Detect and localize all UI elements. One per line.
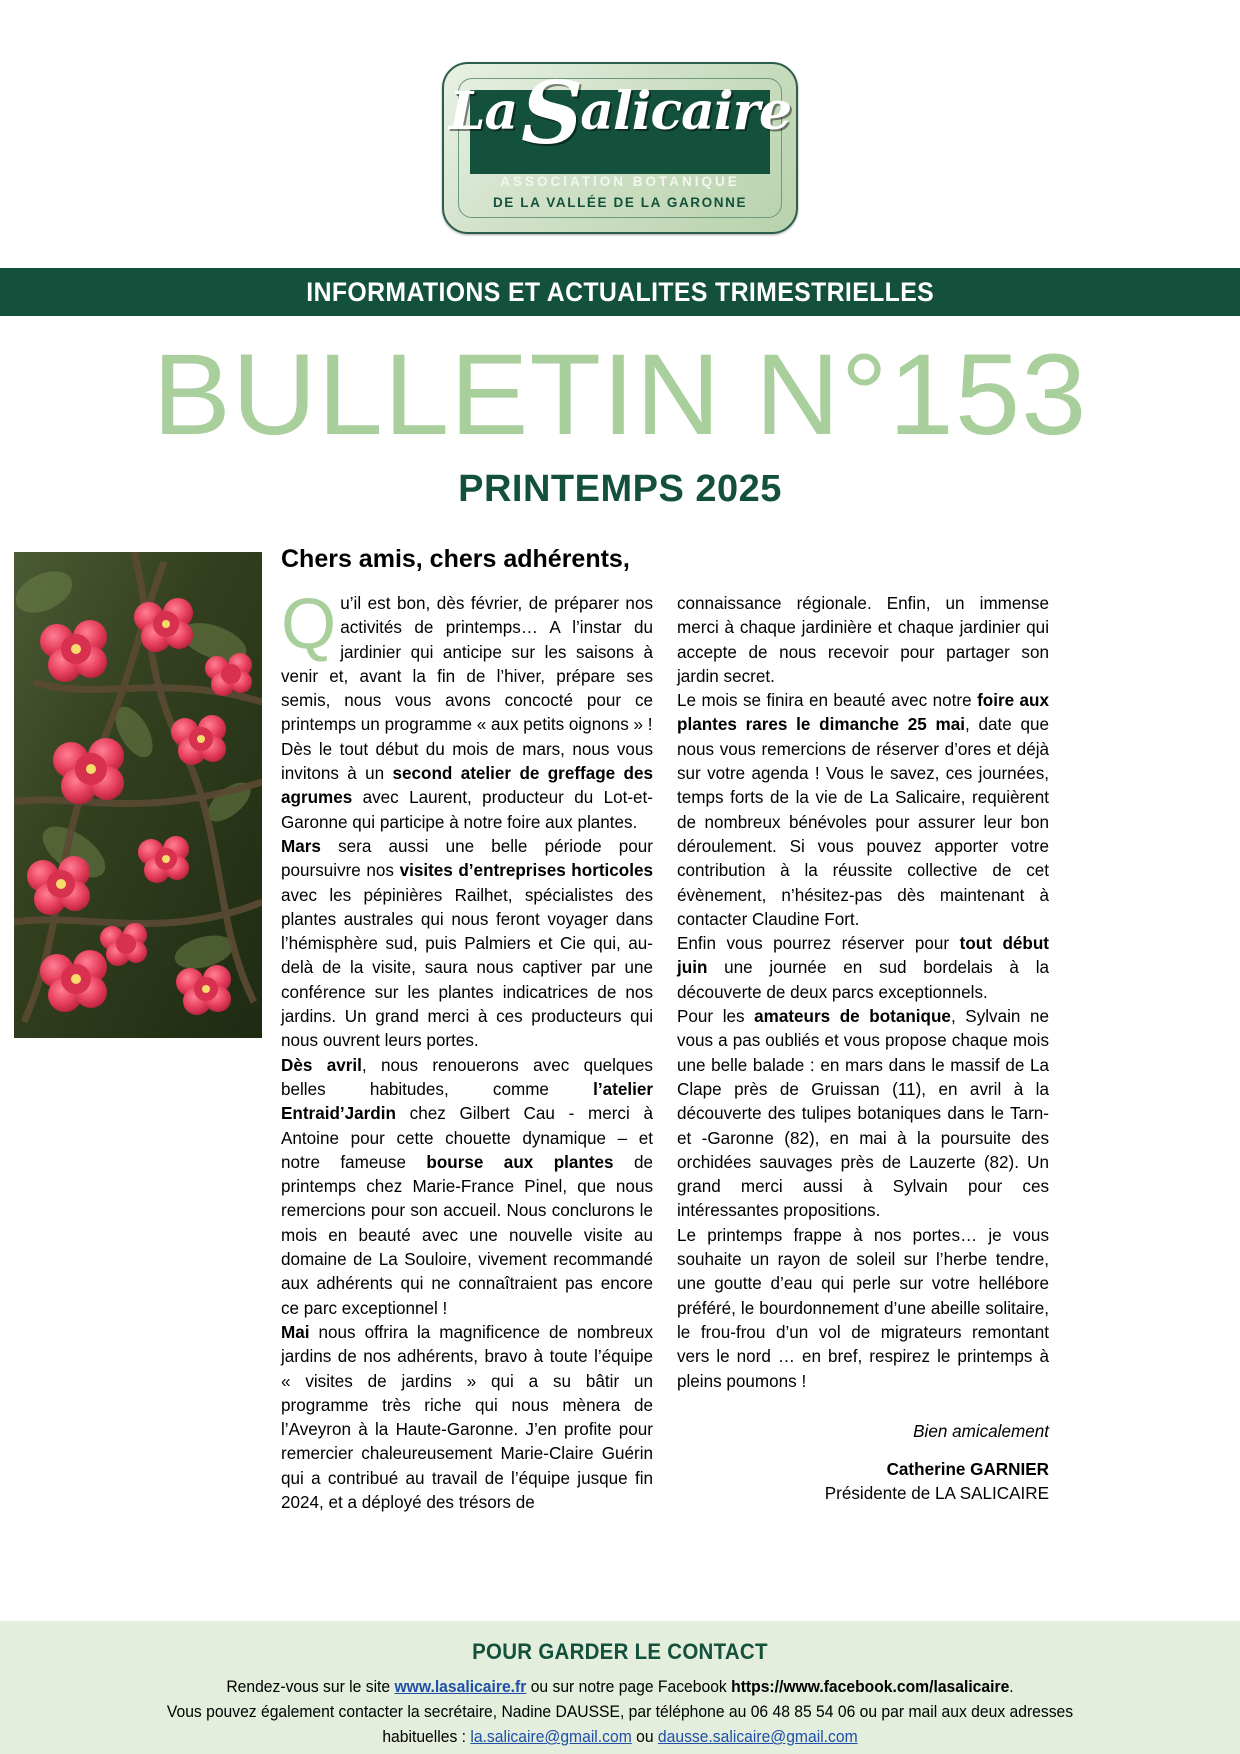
footer-line1-mid: ou sur notre page Facebook <box>526 1678 732 1696</box>
emphasis-bourse-plantes: bourse aux plantes <box>426 1152 614 1172</box>
cover-photo-image <box>14 552 262 1038</box>
logo-wordmark-la: La <box>448 81 518 142</box>
letter-dropcap: Q <box>281 585 337 664</box>
letter-left-column <box>281 585 653 1515</box>
letter-right-column <box>677 592 1049 1507</box>
footer-line-3 <box>31 1725 1209 1750</box>
emphasis-atelier-greffage: second atelier de greffage des agrumes <box>281 764 653 808</box>
link-email-salicaire[interactable]: la.salicaire@gmail.com <box>470 1728 632 1746</box>
footer-line-1 <box>31 1675 1209 1700</box>
letter-paragraph-1-text: u’il est bon, dès février, de préparer nos activités de printemps… A l’instar du jardinier qui anticipe sur les saisons à venir et, avant la fin de l’hiver, prépare ses semis, nous vous avons concocté pour ce printemps un programme « aux petits oignons » ! <box>281 594 653 735</box>
cover-photo-chaenomeles <box>14 552 262 1038</box>
emphasis-atelier-entraid: l’atelier Entraid’Jardin <box>281 1079 653 1124</box>
footer-line1-post: . <box>1009 1678 1014 1696</box>
footer-line-2: Vous pouvez également contacter la secrétaire, Nadine DAUSSE, par téléphone au 06 48 85 54 06 ou par mail aux deux adresses <box>166 1703 1074 1721</box>
letter-paragraph-10: Le printemps frappe à nos portes… je vous souhaite un rayon de soleil sur l’herbe tendre, une goutte d’eau qui perle sur votre hellébore préféré, le bourdonnement d’une abeille solitaire, le frou-frou d’un vol de migrateurs remontant vers le nord … en bref, respirez le printemps à pleins poumons ! <box>677 1225 1049 1391</box>
emphasis-mai: Mai <box>281 1322 310 1342</box>
link-email-dausse[interactable]: dausse.salicaire@gmail.com <box>657 1728 858 1746</box>
footer-line3-pre: habituelles : <box>382 1728 471 1746</box>
signature-name: Catherine GARNIER <box>886 1460 1049 1480</box>
logo-subtitle-vallee: DE LA VALLÉE DE LA GARONNE <box>492 195 748 210</box>
emphasis-foire-plantes-rares: foire aux plantes rares le dimanche 25 mai <box>677 691 1049 735</box>
footer-contact <box>0 1621 1240 1754</box>
link-facebook[interactable]: https://www.facebook.com/lasalicaire <box>731 1678 1010 1696</box>
logo-wordmark-rest: alicaire <box>580 81 792 142</box>
letter-paragraph-3: Mars sera aussi une belle période pour poursuivre nos visites d’entreprises horticoles avec les pépinières Railhet, spécialistes des plantes australes qui nous feront voyager dans l’hémisphère sud, puis Palmiers et Cie qui, au-delà de la visite, saura nous captiver par une conférence sur les plantes indicatrices de nos jardins. Un grand merci à ces producteurs qui nous ouvrent leurs portes. <box>281 836 653 1051</box>
logo-subtitle-association: ASSOCIATION BOTANIQUE <box>500 174 740 189</box>
letter-paragraph-1 <box>281 585 653 738</box>
signature-role: Présidente de LA SALICAIRE <box>824 1484 1049 1504</box>
emphasis-visites-horticoles: visites d’entreprises horticoles <box>399 861 653 881</box>
emphasis-tout-debut-juin: tout début juin <box>677 934 1049 978</box>
letter-paragraph-5: Mai nous offrira la magnificence de nombreux jardins de nos adhérents, bravo à toute l’équipe « visites de jardins » qui a su bâtir un programme très riche qui nous mènera de l’Aveyron à la Haute-Garonne. J’en profite pour remercier chaleureusement Marie-Claire Guérin qui a contribué au travail de l’équipe jusque fin 2024, et a déployé des trésors de <box>281 1322 653 1512</box>
logo-header <box>0 0 1240 234</box>
masthead-band <box>0 268 1240 316</box>
letter-paragraph-6: connaissance régionale. Enfin, un immense merci à chaque jardinière et chaque jardinier qui accepte de nous recevoir pour partager son jardin secret. <box>677 594 1049 686</box>
letter-paragraph-2: Dès le tout début du mois de mars, nous vous invitons à un second atelier de greffage des agrumes avec Laurent, producteur du Lot-et-Garonne qui participe à notre foire aux plantes. <box>281 739 653 832</box>
salicaire-logo <box>442 62 798 234</box>
bulletin-number: BULLETIN N°153 <box>152 331 1088 459</box>
letter-paragraph-9: Pour les amateurs de botanique, Sylvain ne vous a pas oubliés et vous propose chaque mois une belle balade : en mars dans le massif de La Clape près de Gruissan (11), en avril à la découverte des tulipes botaniques dans le Tarn-et -Garonne (82), en mai à la poursuite des orchidées sauvages près de Lauzerte (82). Un grand merci aussi à Sylvain pour ces intéressantes propositions. <box>677 1007 1049 1221</box>
signature-closing: Bien amicalement <box>913 1421 1049 1441</box>
footer-line1-pre: Rendez-vous sur le site <box>226 1678 395 1696</box>
link-website[interactable]: www.lasalicaire.fr <box>394 1678 527 1696</box>
letter-signature <box>677 1420 1049 1507</box>
letter-paragraph-8: Enfin vous pourrez réserver pour tout début juin une journée en sud bordelais à la découverte de deux parcs exceptionnels. <box>677 934 1049 1002</box>
logo-wordmark <box>444 63 796 164</box>
logo-wordmark-s: S <box>521 63 583 164</box>
masthead-band-title: INFORMATIONS ET ACTUALITES TRIMESTRIELLES <box>306 276 934 307</box>
letter-paragraph-4: Dès avril, nous renouerons avec quelques belles habitudes, comme l’atelier Entraid’Jardin chez Gilbert Cau - merci à Antoine pour cette chouette dynamique – et notre fameuse bourse aux plantes de printemps chez Marie-France Pinel, que nous remercions pour son accueil. Nous conclurons le mois en beauté avec une nouvelle visite au domaine de La Souloire, vivement recommandé aux adhérents qui ne connaîtraient pas encore ce parc exceptionnel ! <box>281 1055 653 1318</box>
bulletin-season: PRINTEMPS 2025 <box>458 468 782 510</box>
letter-greeting: Chers amis, chers adhérents, <box>281 545 630 573</box>
emphasis-amateurs-botanique: amateurs de botanique <box>754 1007 951 1027</box>
emphasis-mars: Mars <box>281 836 321 856</box>
footer-line3-mid: ou <box>631 1728 658 1746</box>
letter-paragraph-7: Le mois se finira en beauté avec notre foire aux plantes rares le dimanche 25 mai, date que nous vous remercions de réserver d’ores et déjà sur votre agenda ! Vous le savez, ces journées, temps forts de la vie de La Salicaire, requièrent de nombreux bénévoles pour assurer leur bon déroulement. Si vous pouvez apporter votre contribution à la réussite collective de cet évènement, n’hésitez-pas dès maintenant à contacter Claudine Fort. <box>677 691 1049 929</box>
footer-title: POUR GARDER LE CONTACT <box>472 1639 768 1664</box>
emphasis-des-avril: Dès avril <box>281 1055 362 1075</box>
